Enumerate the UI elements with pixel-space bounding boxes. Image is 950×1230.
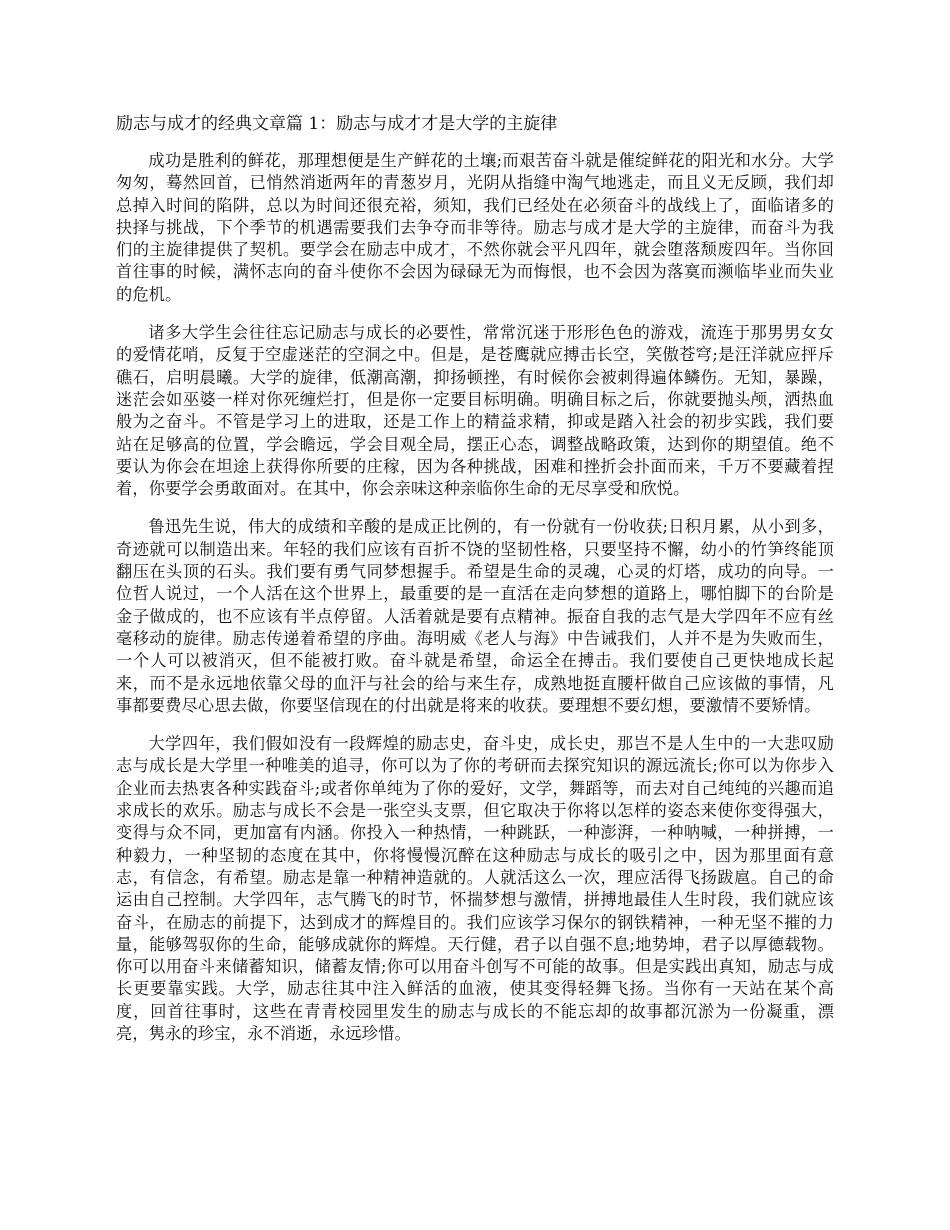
document-title: 励志与成才的经典文章篇 1：励志与成才才是大学的主旋律 bbox=[116, 114, 558, 134]
document-page bbox=[116, 112, 834, 1061]
paragraph-2: 诸多大学生会往往忘记励志与成长的必要性，常常沉迷于形形色色的游戏，流连于那男男女女的爱情花哨，反复于空虚迷茫的空洞之中。但是，是苍鹰就应搏击长空，笑傲苍穹;是汪洋就应抨斥礁石，启明晨曦。大学的旋律，低潮高潮，抑扬顿挫，有时候你会被刺得遍体鳞伤。无知，暴躁，迷茫会如巫婆一样对你死缠烂打，但是你一定要目标明确。明确目标之后，你就要抛头颅，洒热血般为之奋斗。不管是学习上的进取，还是工作上的精益求精，抑或是踏入社会的初步实践，我们要站在足够高的位置，学会瞻远，学会目观全局，摆正心态，调整战略政策，达到你的期望值。绝不要认为你会在坦途上获得你所要的庄稼，因为各种挑战，困难和挫折会扑面而来，千万不要藏着捏着，你要学会勇敢面对。在其中，你会亲味这种亲临你生命的无尽享受和欣悦。 bbox=[116, 323, 834, 499]
paragraph-1: 成功是胜利的鲜花，那理想便是生产鲜花的土壤;而艰苦奋斗就是催绽鲜花的阳光和水分。大学匆匆，蓦然回首，已悄然消逝两年的青葱岁月，光阴从指缝中淘气地逃走，而且义无反顾，我们却总掉入时间的陷阱，总以为时间还很充裕，须知，我们已经处在必须奋斗的战线上了，面临诸多的抉择与挑战，下个季节的机遇需要我们去争夺而非等待。励志与成才是大学的主旋律，而奋斗为我们的主旋律提供了契机。要学会在励志中成才，不然你就会平凡四年，就会堕落颓废四年。当你回首往事的时候，满怀志向的奋斗使你不会因为碌碌无为而悔恨，也不会因为落寞而濒临毕业而失业的危机。 bbox=[116, 151, 834, 304]
paragraph-4: 大学四年，我们假如没有一段辉煌的励志史，奋斗史，成长史，那岂不是人生中的一大悲叹励志与成长是大学里一种唯美的追寻，你可以为了你的考研而去探究知识的源远流长;你可以为你步入企业而去热衷各种实践奋斗;或者你单纯为了你的爱好，文学，舞蹈等，而去对自己纯纯的兴趣而追求成长的欢乐。励志与成长不会是一张空头支票，但它取决于你将以怎样的姿态来使你变得强大，变得与众不同，更加富有内涵。你投入一种热情，一种跳跃，一种澎湃，一种呐喊，一种拼搏，一种毅力，一种坚韧的态度在其中，你将慢慢沉醉在这种励志与成长的吸引之中，因为那里面有意志，有信念，有希望。励志是靠一种精神造就的。人就活这么一次，理应活得飞扬跋扈。自己的命运由自己控制。大学四年，志气腾飞的时节，怀揣梦想与激情，拼搏地最佳人生时段，我们就应该奋斗，在励志的前提下，达到成才的辉煌目的。我们应该学习保尔的钢铁精神，一种无坚不摧的力量，能够驾驭你的生命，能够成就你的辉煌。天行健，君子以自强不息;地势坤，君子以厚德载物。你可以用奋斗来储蓄知识，储蓄友情;你可以用奋斗创写不可能的故事。但是实践出真知，励志与成长更要靠实践。大学，励志往其中注入鲜活的血液，使其变得轻舞飞扬。当你有一天站在某个高度，回首往事时，这些在青青校园里发生的励志与成长的不能忘却的故事都沉淤为一份凝重，漂亮，隽永的珍宝，永不消逝，永远珍惜。 bbox=[116, 734, 834, 1043]
paragraph-3: 鲁迅先生说，伟大的成绩和辛酸的是成正比例的，有一份就有一份收获;日积月累，从小到多，奇迹就可以制造出来。年轻的我们应该有百折不饶的坚韧性格，只要坚持不懈，幼小的竹笋终能顶翻压在头顶的石头。我们要有勇气同梦想握手。希望是生命的灵魂，心灵的灯塔，成功的向导。一位哲人说过，一个人活在这个世界上，最重要的是一直活在走向梦想的道路上，哪怕脚下的台阶是金子做成的，也不应该有半点停留。人活着就是要有点精神。振奋自我的志气是大学四年不应有丝毫移动的旋律。励志传递着希望的序曲。海明威《老人与海》中告诫我们，人并不是为失败而生，一个人可以被消灭，但不能被打败。奋斗就是希望，命运全在搏击。我们要使自己更快地成长起来，而不是永远地依靠父母的血汗与社会的给与来生存，成熟地挺直腰杆做自己应该做的事情，凡事都要费尽心思去做，你要坚信现在的付出就是将来的收获。要理想不要幻想，要激情不要矫情。 bbox=[116, 517, 834, 715]
